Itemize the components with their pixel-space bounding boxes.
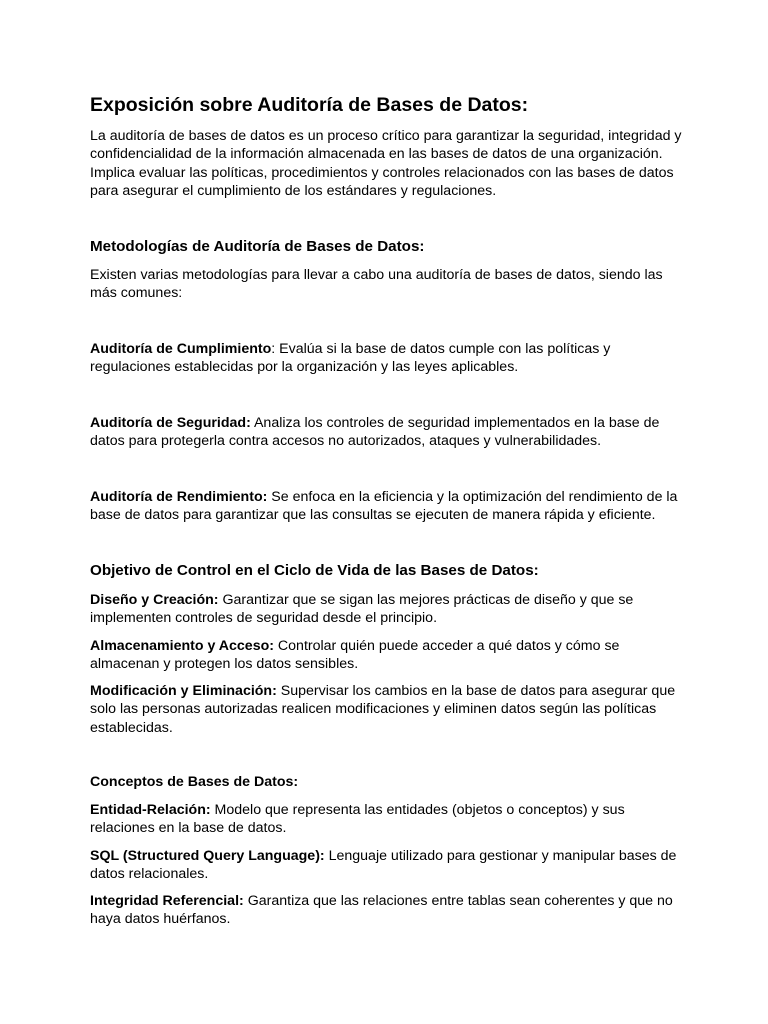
concept-item-sql (90, 847, 690, 884)
concept-term: SQL (Structured Query Language): (90, 848, 325, 864)
methodology-item-compliance (90, 340, 690, 377)
lifecycle-description: Supervisar los cambios en la base de datos para asegurar que solo las personas autorizadas realicen modificaciones y eliminen datos según las políticas establecidas. (90, 683, 676, 736)
methodology-item-security (90, 414, 690, 451)
lifecycle-item-design (90, 591, 690, 628)
methodology-description: Analiza los controles de seguridad implementados en la base de datos para protegerla contra accesos no autorizados, ataques y vulnerabilidades. (90, 415, 660, 450)
methodology-term: Auditoría de Cumplimiento (90, 341, 272, 357)
methodology-term: Auditoría de Seguridad: (90, 415, 251, 431)
lifecycle-term: Almacenamiento y Acceso: (90, 638, 274, 654)
concept-description: Modelo que representa las entidades (objetos o conceptos) y sus relaciones en la base de datos. (90, 802, 625, 837)
methodologies-intro: Existen varias metodologías para llevar a cabo una auditoría de bases de datos, siendo las más comunes: (90, 267, 663, 302)
lifecycle-term: Modificación y Eliminación: (90, 683, 277, 699)
concept-item-referential-integrity (90, 892, 690, 929)
methodology-description: : Evalúa si la base de datos cumple con las políticas y regulaciones establecidas por la organización y las leyes aplicables. (90, 341, 611, 376)
concept-item-entity-relation (90, 801, 690, 838)
lifecycle-item-storage (90, 637, 690, 674)
methodology-item-performance (90, 488, 690, 525)
lifecycle-heading: Objetivo de Control en el Ciclo de Vida de las Bases de Datos: (90, 562, 539, 579)
lifecycle-description: Controlar quién puede acceder a qué datos y cómo se almacenan y protegen los datos sensibles. (90, 638, 620, 673)
concept-term: Integridad Referencial: (90, 893, 244, 909)
concept-description: Garantiza que las relaciones entre tablas sean coherentes y que no haya datos huérfanos. (90, 893, 673, 928)
concept-description: Lenguaje utilizado para gestionar y manipular bases de datos relacionales. (90, 848, 677, 883)
concepts-heading: Conceptos de Bases de Datos: (90, 774, 299, 790)
document-title: Exposición sobre Auditoría de Bases de Datos: (90, 94, 529, 116)
intro-paragraph: La auditoría de bases de datos es un proceso crítico para garantizar la seguridad, integridad y confidencialidad de la información almacenada en las bases de datos de una organización. Implica evaluar las políticas, procedimientos y controles relacionados con las bases de datos para asegurar el cumplimiento de los estándares y regulaciones. (90, 128, 682, 199)
lifecycle-description: Garantizar que se sigan las mejores prácticas de diseño y que se implementen controles de seguridad desde el principio. (90, 592, 634, 627)
lifecycle-term: Diseño y Creación: (90, 592, 219, 608)
methodology-description: Se enfoca en la eficiencia y la optimización del rendimiento de la base de datos para garantizar que las consultas se ejecuten de manera rápida y eficiente. (90, 489, 678, 524)
concept-term: Entidad-Relación: (90, 802, 211, 818)
methodology-term: Auditoría de Rendimiento: (90, 489, 268, 505)
methodologies-heading: Metodologías de Auditoría de Bases de Datos: (90, 238, 425, 255)
lifecycle-item-modification (90, 682, 690, 737)
